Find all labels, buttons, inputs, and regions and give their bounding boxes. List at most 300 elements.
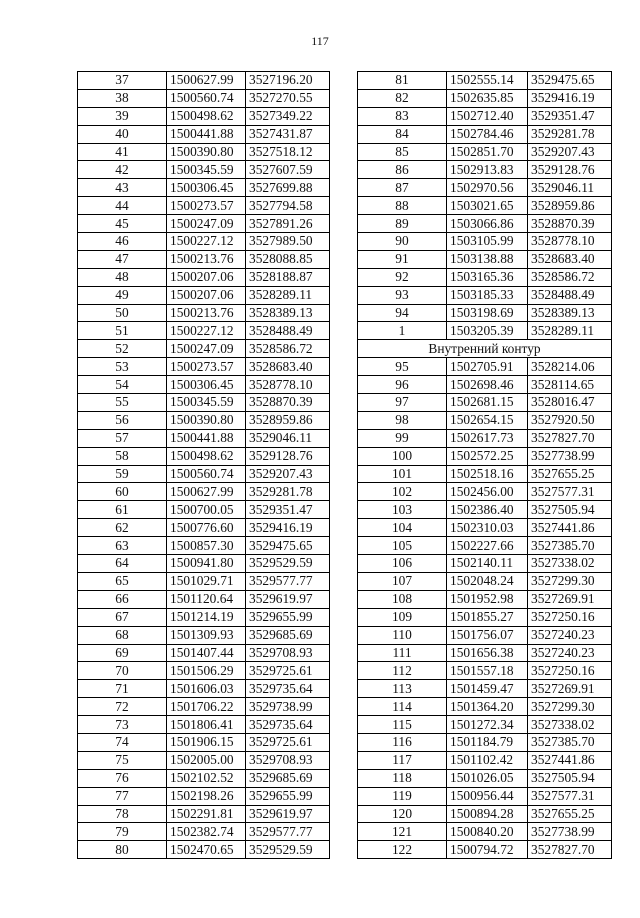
y-coordinate-cell: 3527385.70	[528, 733, 612, 751]
y-coordinate-cell: 3529685.69	[246, 626, 330, 644]
point-number-cell: 99	[358, 429, 447, 447]
table-row	[78, 322, 330, 340]
y-coordinate-cell: 3527338.02	[528, 555, 612, 573]
point-number-cell: 58	[78, 447, 167, 465]
x-coordinate-cell: 1503185.33	[447, 286, 528, 304]
y-coordinate-cell: 3529416.19	[246, 519, 330, 537]
x-coordinate-cell: 1500390.80	[167, 411, 246, 429]
y-coordinate-cell: 3529529.59	[246, 841, 330, 859]
point-number-cell: 52	[78, 340, 167, 358]
y-coordinate-cell: 3528683.40	[246, 358, 330, 376]
y-coordinate-cell: 3527794.58	[246, 197, 330, 215]
point-number-cell: 38	[78, 89, 167, 107]
point-number-cell: 105	[358, 537, 447, 555]
point-number-cell: 112	[358, 662, 447, 680]
x-coordinate-cell: 1502198.26	[167, 787, 246, 805]
point-number-cell: 120	[358, 805, 447, 823]
y-coordinate-cell: 3528870.39	[528, 215, 612, 233]
point-number-cell: 41	[78, 143, 167, 161]
table-row	[358, 197, 612, 215]
point-number-cell: 51	[78, 322, 167, 340]
table-row	[78, 107, 330, 125]
table-row	[358, 161, 612, 179]
x-coordinate-cell: 1500306.45	[167, 179, 246, 197]
table-row	[78, 841, 330, 859]
point-number-cell: 56	[78, 411, 167, 429]
point-number-cell: 72	[78, 698, 167, 716]
y-coordinate-cell: 3529708.93	[246, 644, 330, 662]
x-coordinate-cell: 1502635.85	[447, 89, 528, 107]
table-row	[78, 626, 330, 644]
x-coordinate-cell: 1502140.11	[447, 555, 528, 573]
point-number-cell: 117	[358, 751, 447, 769]
table-row	[358, 680, 612, 698]
y-coordinate-cell: 3528488.49	[246, 322, 330, 340]
table-row	[78, 143, 330, 161]
x-coordinate-cell: 1500441.88	[167, 125, 246, 143]
point-number-cell: 54	[78, 376, 167, 394]
table-row	[358, 429, 612, 447]
y-coordinate-cell: 3528389.13	[246, 304, 330, 322]
table-row	[78, 716, 330, 734]
point-number-cell: 65	[78, 572, 167, 590]
y-coordinate-cell: 3528488.49	[528, 286, 612, 304]
point-number-cell: 55	[78, 394, 167, 412]
x-coordinate-cell: 1503138.88	[447, 250, 528, 268]
x-coordinate-cell: 1502227.66	[447, 537, 528, 555]
y-coordinate-cell: 3529725.61	[246, 733, 330, 751]
table-row	[358, 751, 612, 769]
point-number-cell: 108	[358, 590, 447, 608]
x-coordinate-cell: 1500894.28	[447, 805, 528, 823]
point-number-cell: 103	[358, 501, 447, 519]
x-coordinate-cell: 1500273.57	[167, 358, 246, 376]
y-coordinate-cell: 3527989.50	[246, 233, 330, 251]
point-number-cell: 75	[78, 751, 167, 769]
table-row	[358, 250, 612, 268]
table-row	[78, 519, 330, 537]
y-coordinate-cell: 3527240.23	[528, 626, 612, 644]
x-coordinate-cell: 1502102.52	[167, 769, 246, 787]
table-row	[358, 107, 612, 125]
point-number-cell: 100	[358, 447, 447, 465]
x-coordinate-cell: 1500345.59	[167, 394, 246, 412]
point-number-cell: 84	[358, 125, 447, 143]
x-coordinate-cell: 1500560.74	[167, 89, 246, 107]
y-coordinate-cell: 3529738.99	[246, 698, 330, 716]
table-row	[358, 394, 612, 412]
x-coordinate-cell: 1500560.74	[167, 465, 246, 483]
point-number-cell: 60	[78, 483, 167, 501]
y-coordinate-cell: 3529655.99	[246, 608, 330, 626]
y-coordinate-cell: 3527270.55	[246, 89, 330, 107]
coordinates-table-left	[77, 71, 330, 859]
y-coordinate-cell: 3527920.50	[528, 411, 612, 429]
point-number-cell: 90	[358, 233, 447, 251]
y-coordinate-cell: 3527655.25	[528, 805, 612, 823]
table-row	[78, 572, 330, 590]
y-coordinate-cell: 3529281.78	[528, 125, 612, 143]
x-coordinate-cell: 1500498.62	[167, 107, 246, 125]
y-coordinate-cell: 3529207.43	[528, 143, 612, 161]
table-row	[78, 823, 330, 841]
y-coordinate-cell: 3528959.86	[528, 197, 612, 215]
y-coordinate-cell: 3529351.47	[246, 501, 330, 519]
table-row	[78, 751, 330, 769]
point-number-cell: 42	[78, 161, 167, 179]
point-number-cell: 46	[78, 233, 167, 251]
x-coordinate-cell: 1500441.88	[167, 429, 246, 447]
point-number-cell: 79	[78, 823, 167, 841]
point-number-cell: 47	[78, 250, 167, 268]
y-coordinate-cell: 3529046.11	[528, 179, 612, 197]
y-coordinate-cell: 3529619.97	[246, 805, 330, 823]
table-row	[78, 590, 330, 608]
table-row	[358, 268, 612, 286]
x-coordinate-cell: 1502310.03	[447, 519, 528, 537]
y-coordinate-cell: 3528289.11	[528, 322, 612, 340]
table-row	[358, 233, 612, 251]
page-number: 117	[311, 34, 329, 48]
point-number-cell: 96	[358, 376, 447, 394]
point-number-cell: 122	[358, 841, 447, 859]
x-coordinate-cell: 1502698.46	[447, 376, 528, 394]
x-coordinate-cell: 1501120.64	[167, 590, 246, 608]
y-coordinate-cell: 3527577.31	[528, 483, 612, 501]
x-coordinate-cell: 1501706.22	[167, 698, 246, 716]
table-row	[358, 72, 612, 90]
y-coordinate-cell: 3528586.72	[246, 340, 330, 358]
point-number-cell: 61	[78, 501, 167, 519]
x-coordinate-cell: 1500273.57	[167, 197, 246, 215]
table-row	[358, 716, 612, 734]
y-coordinate-cell: 3529619.97	[246, 590, 330, 608]
table-row	[358, 447, 612, 465]
x-coordinate-cell: 1500247.09	[167, 215, 246, 233]
table-row	[358, 519, 612, 537]
x-coordinate-cell: 1502005.00	[167, 751, 246, 769]
x-coordinate-cell: 1501906.15	[167, 733, 246, 751]
table-row	[358, 698, 612, 716]
table-row	[78, 411, 330, 429]
x-coordinate-cell: 1500247.09	[167, 340, 246, 358]
point-number-cell: 109	[358, 608, 447, 626]
y-coordinate-cell: 3527738.99	[528, 447, 612, 465]
y-coordinate-cell: 3528214.06	[528, 358, 612, 376]
table-row	[358, 769, 612, 787]
point-number-cell: 63	[78, 537, 167, 555]
y-coordinate-cell: 3527338.02	[528, 716, 612, 734]
x-coordinate-cell: 1502784.46	[447, 125, 528, 143]
table-row	[358, 358, 612, 376]
point-number-cell: 82	[358, 89, 447, 107]
point-number-cell: 81	[358, 72, 447, 90]
point-number-cell: 85	[358, 143, 447, 161]
y-coordinate-cell: 3528289.11	[246, 286, 330, 304]
x-coordinate-cell: 1500306.45	[167, 376, 246, 394]
x-coordinate-cell: 1501656.38	[447, 644, 528, 662]
y-coordinate-cell: 3527431.87	[246, 125, 330, 143]
table-row	[78, 662, 330, 680]
x-coordinate-cell: 1501026.05	[447, 769, 528, 787]
table-row	[358, 376, 612, 394]
table-row	[358, 841, 612, 859]
y-coordinate-cell: 3527699.88	[246, 179, 330, 197]
point-number-cell: 106	[358, 555, 447, 573]
x-coordinate-cell: 1503021.65	[447, 197, 528, 215]
point-number-cell: 53	[78, 358, 167, 376]
x-coordinate-cell: 1500345.59	[167, 161, 246, 179]
table-row	[358, 179, 612, 197]
point-number-cell: 49	[78, 286, 167, 304]
y-coordinate-cell: 3528114.65	[528, 376, 612, 394]
table-row	[358, 304, 612, 322]
y-coordinate-cell: 3528088.85	[246, 250, 330, 268]
x-coordinate-cell: 1503205.39	[447, 322, 528, 340]
point-number-cell: 69	[78, 644, 167, 662]
point-number-cell: 77	[78, 787, 167, 805]
point-number-cell: 71	[78, 680, 167, 698]
x-coordinate-cell: 1501756.07	[447, 626, 528, 644]
point-number-cell: 39	[78, 107, 167, 125]
table-row	[78, 89, 330, 107]
table-row	[358, 465, 612, 483]
x-coordinate-cell: 1502386.40	[447, 501, 528, 519]
y-coordinate-cell: 3527518.12	[246, 143, 330, 161]
y-coordinate-cell: 3527240.23	[528, 644, 612, 662]
y-coordinate-cell: 3527250.16	[528, 608, 612, 626]
x-coordinate-cell: 1500941.80	[167, 555, 246, 573]
point-number-cell: 50	[78, 304, 167, 322]
table-row	[78, 537, 330, 555]
point-number-cell: 87	[358, 179, 447, 197]
point-number-cell: 121	[358, 823, 447, 841]
table-row	[78, 125, 330, 143]
table-row	[358, 411, 612, 429]
point-number-cell: 80	[78, 841, 167, 859]
x-coordinate-cell: 1501407.44	[167, 644, 246, 662]
x-coordinate-cell: 1502456.00	[447, 483, 528, 501]
y-coordinate-cell: 3529351.47	[528, 107, 612, 125]
y-coordinate-cell: 3529735.64	[246, 680, 330, 698]
y-coordinate-cell: 3528389.13	[528, 304, 612, 322]
x-coordinate-cell: 1500700.05	[167, 501, 246, 519]
point-number-cell: 104	[358, 519, 447, 537]
table-row	[358, 608, 612, 626]
x-coordinate-cell: 1503066.86	[447, 215, 528, 233]
point-number-cell: 98	[358, 411, 447, 429]
table-row	[358, 662, 612, 680]
x-coordinate-cell: 1502681.15	[447, 394, 528, 412]
x-coordinate-cell: 1502913.83	[447, 161, 528, 179]
x-coordinate-cell: 1503105.99	[447, 233, 528, 251]
point-number-cell: 83	[358, 107, 447, 125]
x-coordinate-cell: 1501557.18	[447, 662, 528, 680]
point-number-cell: 89	[358, 215, 447, 233]
point-number-cell: 68	[78, 626, 167, 644]
point-number-cell: 45	[78, 215, 167, 233]
y-coordinate-cell: 3527250.16	[528, 662, 612, 680]
table-row	[78, 376, 330, 394]
y-coordinate-cell: 3529725.61	[246, 662, 330, 680]
coordinates-table-right	[357, 71, 612, 859]
point-number-cell: 43	[78, 179, 167, 197]
table-row	[78, 733, 330, 751]
y-coordinate-cell: 3527607.59	[246, 161, 330, 179]
y-coordinate-cell: 3527269.91	[528, 680, 612, 698]
y-coordinate-cell: 3528586.72	[528, 268, 612, 286]
x-coordinate-cell: 1501214.19	[167, 608, 246, 626]
y-coordinate-cell: 3528959.86	[246, 411, 330, 429]
point-number-cell: 118	[358, 769, 447, 787]
point-number-cell: 92	[358, 268, 447, 286]
x-coordinate-cell: 1500390.80	[167, 143, 246, 161]
y-coordinate-cell: 3527299.30	[528, 698, 612, 716]
x-coordinate-cell: 1501102.42	[447, 751, 528, 769]
table-row	[78, 179, 330, 197]
x-coordinate-cell: 1500627.99	[167, 483, 246, 501]
table-row	[78, 358, 330, 376]
point-number-cell: 76	[78, 769, 167, 787]
point-number-cell: 107	[358, 572, 447, 590]
point-number-cell: 1	[358, 322, 447, 340]
x-coordinate-cell: 1500627.99	[167, 72, 246, 90]
x-coordinate-cell: 1500498.62	[167, 447, 246, 465]
x-coordinate-cell: 1502705.91	[447, 358, 528, 376]
y-coordinate-cell: 3527299.30	[528, 572, 612, 590]
point-number-cell: 95	[358, 358, 447, 376]
point-number-cell: 37	[78, 72, 167, 90]
table-row	[358, 483, 612, 501]
table-row	[78, 787, 330, 805]
point-number-cell: 88	[358, 197, 447, 215]
x-coordinate-cell: 1500207.06	[167, 268, 246, 286]
table-row	[78, 233, 330, 251]
table-row	[358, 805, 612, 823]
table-row	[358, 537, 612, 555]
table-row	[78, 429, 330, 447]
table-row	[358, 572, 612, 590]
y-coordinate-cell: 3527385.70	[528, 537, 612, 555]
table-row	[358, 286, 612, 304]
y-coordinate-cell: 3529207.43	[246, 465, 330, 483]
x-coordinate-cell: 1501309.93	[167, 626, 246, 644]
point-number-cell: 40	[78, 125, 167, 143]
y-coordinate-cell: 3529577.77	[246, 572, 330, 590]
y-coordinate-cell: 3527505.94	[528, 501, 612, 519]
table-row	[358, 644, 612, 662]
y-coordinate-cell: 3529735.64	[246, 716, 330, 734]
y-coordinate-cell: 3529475.65	[246, 537, 330, 555]
table-row	[358, 787, 612, 805]
table-row	[78, 286, 330, 304]
x-coordinate-cell: 1500213.76	[167, 304, 246, 322]
x-coordinate-cell: 1500794.72	[447, 841, 528, 859]
y-coordinate-cell: 3529281.78	[246, 483, 330, 501]
y-coordinate-cell: 3529046.11	[246, 429, 330, 447]
x-coordinate-cell: 1501184.79	[447, 733, 528, 751]
point-number-cell: 91	[358, 250, 447, 268]
table-row	[78, 465, 330, 483]
table-row	[358, 322, 612, 340]
x-coordinate-cell: 1501855.27	[447, 608, 528, 626]
x-coordinate-cell: 1502970.56	[447, 179, 528, 197]
inner-contour-label: Внутренний контур	[358, 340, 612, 358]
point-number-cell: 86	[358, 161, 447, 179]
y-coordinate-cell: 3529416.19	[528, 89, 612, 107]
table-row	[358, 626, 612, 644]
x-coordinate-cell: 1500776.60	[167, 519, 246, 537]
point-number-cell: 67	[78, 608, 167, 626]
table-row	[78, 394, 330, 412]
y-coordinate-cell: 3527269.91	[528, 590, 612, 608]
x-coordinate-cell: 1503198.69	[447, 304, 528, 322]
x-coordinate-cell: 1502712.40	[447, 107, 528, 125]
table-row	[78, 72, 330, 90]
y-coordinate-cell: 3529685.69	[246, 769, 330, 787]
point-number-cell: 113	[358, 680, 447, 698]
x-coordinate-cell: 1500956.44	[447, 787, 528, 805]
table-row	[78, 447, 330, 465]
table-row	[78, 769, 330, 787]
table-row	[78, 698, 330, 716]
y-coordinate-cell: 3527577.31	[528, 787, 612, 805]
x-coordinate-cell: 1500840.20	[447, 823, 528, 841]
y-coordinate-cell: 3529128.76	[246, 447, 330, 465]
point-number-cell: 70	[78, 662, 167, 680]
table-row	[358, 733, 612, 751]
y-coordinate-cell: 3529577.77	[246, 823, 330, 841]
y-coordinate-cell: 3527441.86	[528, 519, 612, 537]
table-row	[78, 805, 330, 823]
x-coordinate-cell: 1503165.36	[447, 268, 528, 286]
point-number-cell: 111	[358, 644, 447, 662]
x-coordinate-cell: 1502470.65	[167, 841, 246, 859]
y-coordinate-cell: 3529708.93	[246, 751, 330, 769]
y-coordinate-cell: 3529529.59	[246, 555, 330, 573]
table-row	[358, 215, 612, 233]
point-number-cell: 114	[358, 698, 447, 716]
point-number-cell: 44	[78, 197, 167, 215]
table-row	[78, 680, 330, 698]
y-coordinate-cell: 3528188.87	[246, 268, 330, 286]
y-coordinate-cell: 3528016.47	[528, 394, 612, 412]
y-coordinate-cell: 3529128.76	[528, 161, 612, 179]
table-row	[358, 823, 612, 841]
y-coordinate-cell: 3527349.22	[246, 107, 330, 125]
x-coordinate-cell: 1502291.81	[167, 805, 246, 823]
x-coordinate-cell: 1501364.20	[447, 698, 528, 716]
point-number-cell: 73	[78, 716, 167, 734]
x-coordinate-cell: 1502048.24	[447, 572, 528, 590]
point-number-cell: 93	[358, 286, 447, 304]
y-coordinate-cell: 3527891.26	[246, 215, 330, 233]
y-coordinate-cell: 3528778.10	[246, 376, 330, 394]
table-row	[358, 590, 612, 608]
table-row	[358, 501, 612, 519]
x-coordinate-cell: 1501459.47	[447, 680, 528, 698]
y-coordinate-cell: 3527827.70	[528, 429, 612, 447]
x-coordinate-cell: 1501952.98	[447, 590, 528, 608]
y-coordinate-cell: 3529475.65	[528, 72, 612, 90]
table-row	[78, 161, 330, 179]
point-number-cell: 64	[78, 555, 167, 573]
table-row	[78, 250, 330, 268]
x-coordinate-cell: 1500857.30	[167, 537, 246, 555]
table-row	[78, 268, 330, 286]
x-coordinate-cell: 1502518.16	[447, 465, 528, 483]
x-coordinate-cell: 1502382.74	[167, 823, 246, 841]
